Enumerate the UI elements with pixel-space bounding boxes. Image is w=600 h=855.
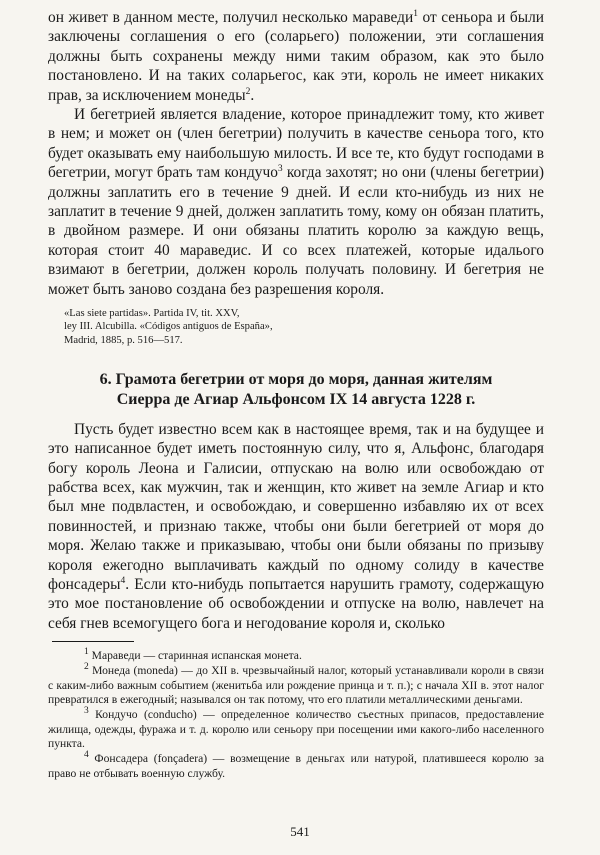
- footnotes: [48, 649, 544, 781]
- paragraph-charter: Пусть будет известно всем как в настоящее время, так и на будущее и это написанное будет иметь постоянную силу, что я, Альфонс, благодаря богу король Леона и Галисии, отпускаю на волю или освобождаю от рабства всех, как мужчин, так и женщин, кто живет на земле Агиар и кто был мне подвластен, и освобождаю, и совершенно избавляю их от всех повинностей, и признаю также, чтобы они были бегетрией от моря до моря. Желаю также и приказываю, чтобы они были обязаны по призыву короля ежегодно выплачивать каждый по одному солиду в качестве фонсадеры$^4$. Если кто-нибудь попытается нарушить грамоту, содержащую это мое постановление об освобождении и отпуске на волю, навлечет на себя гнев всемогущего бога и негодование короля и, сколько: [48, 420, 544, 632]
- source-citation: [48, 307, 544, 347]
- footnote-1: $^1$ Мараведи — старинная испанская монета.: [84, 647, 302, 663]
- citation-line: ley III. Alcubilla. «Códigos antiguos de España»,: [64, 321, 273, 333]
- footnote-ref-3[interactable]: 3: [277, 164, 283, 175]
- footnote-ref-1[interactable]: 1: [413, 8, 418, 19]
- footnote-4: $^4$ Фонсадера (fonçadera) — возмещение в деньгах или натурой, платившееся королю за право не отбывать военную службу.: [48, 750, 544, 780]
- footnote-ref-4[interactable]: 4: [120, 575, 126, 586]
- citation-line: Madrid, 1885, p. 516—517.: [64, 334, 183, 346]
- footnote-ref-2[interactable]: 2: [245, 86, 251, 97]
- paragraph-behetria: И бегетрией является владение, которое принадлежит тому, кто живет в нем; и может он (член бегетрии) получить в качестве сеньора того, кто будет оказывать ему наибольшую милость. И все те, кто будут господами в бегетрии, могут брать там кондучо$^3$ когда захотят; но они (члены бегетрии) должны заплатить его в течение 9 дней. И если кто-нибудь из них не заплатит в течение 9 дней, должен заплатить тому, кому он обязан платить, в двойном размере. И они обязаны платить королю за каждую вещь, которая стоит 40 мараведис. И со всех платежей, которые идалього взимают в бегетрии, должен король получать половину. И бегетрия не может быть заново создана без разрешения короля.: [48, 106, 544, 298]
- heading-line-2: Сиерра де Агиар Альфонсом IX 14 августа 1228 г.: [116, 390, 476, 408]
- paragraph-solariegos: он живет в данном месте, получил несколько мараведи$^1$ от сеньора и были заключены соглашения о его (соларьего) положении, эти соглашения должны быть сохранены между ними таким образом, как это было постановлено. И на таких соларьегос, как эти, король не имеет никаких прав, за исключением монеды$^2$.: [48, 8, 544, 104]
- footnote-divider: [52, 641, 134, 642]
- footnote-3: $^3$ Кондучо (conducho) — определенное количество съестных припасов, предоставление жилища, одежды, фуража и т. д. королю или сеньору при посещении ими какого-либо населенного пункта.: [48, 706, 544, 750]
- citation-line: «Las siete partidas». Partida IV, tit. XXV,: [64, 308, 240, 320]
- page-number: 541: [290, 824, 310, 839]
- section-heading: [48, 370, 544, 410]
- footnote-2: $^2$ Монеда (moneda) — до XII в. чрезвычайный налог, который устанавливали короли в связи с каким-либо важным событием (женитьба или рождение принца и т. п.); с начала XII в. этот налог превратился в ежегодный; назывался он так потому, что его платили металлическими деньгами.: [48, 662, 544, 707]
- heading-line-1: 6. Грамота бегетрии от моря до моря, данная жителям: [99, 370, 493, 388]
